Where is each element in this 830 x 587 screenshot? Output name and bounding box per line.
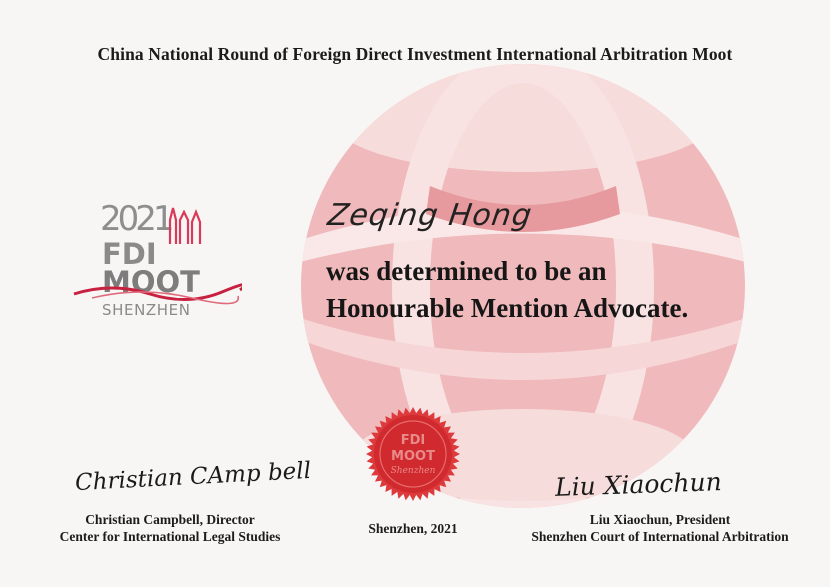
logo-year [100, 199, 172, 239]
logo-city: SHENZHEN [102, 301, 191, 319]
logo-year-text: 2021 [100, 199, 171, 239]
logo-fdi: FDI [102, 237, 157, 271]
logo-moot: MOOT [102, 265, 200, 299]
seal-line-3: Shenzhen [390, 466, 436, 476]
signatory-right-name: Liu Xiaochun, President [589, 512, 731, 527]
signatory-left [40, 511, 300, 545]
certificate-title: China National Round of Foreign Direct Investment International Arbitration Moot [97, 44, 733, 64]
signature-left: Christian CAmp bell [74, 457, 312, 497]
signatory-left-name: Christian Campbell, Director [85, 512, 255, 527]
seal-line-1: FDI [400, 433, 426, 448]
award-line-2: Honourable Mention Advocate. [326, 293, 689, 323]
fdi-moot-logo [72, 190, 242, 330]
award-line-1: was determined to be an [326, 256, 607, 286]
recipient-name: Zeqing Hong [325, 198, 535, 233]
signatory-right-org: Shenzhen Court of International Arbitration [531, 529, 789, 544]
signatory-right [525, 511, 795, 545]
seal-line-2: MOOT [391, 449, 435, 464]
signatory-left-org: Center for International Legal Studies [59, 529, 281, 544]
place-date-text: Shenzhen, 2021 [368, 521, 458, 536]
signature-right: Liu Xiaochun [554, 467, 723, 502]
place-date [353, 520, 473, 537]
official-seal [363, 404, 463, 504]
skyline-icon [170, 208, 200, 244]
